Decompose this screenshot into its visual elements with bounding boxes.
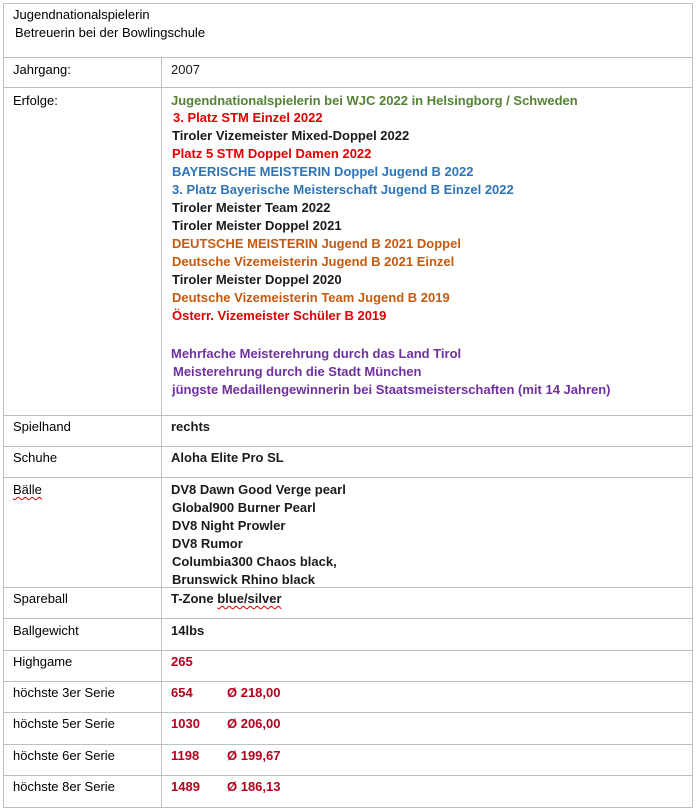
row-divider xyxy=(3,775,693,776)
erfolge-item: Tiroler Meister Doppel 2021 xyxy=(172,218,342,233)
serie-total: 654 xyxy=(171,685,193,700)
row-divider xyxy=(3,87,693,88)
erfolge-item: Deutsche Vizemeisterin Team Jugend B 2019 xyxy=(172,290,450,305)
serie-average: Ø 218,00 xyxy=(227,685,281,700)
serie-label: höchste 6er Serie xyxy=(13,748,115,763)
row-divider xyxy=(3,587,693,588)
honor-item: jüngste Medaillengewinnerin bei Staatsmeisterschaften (mit 14 Jahren) xyxy=(172,382,611,397)
schuhe-value: Aloha Elite Pro SL xyxy=(171,450,284,465)
erfolge-item: 3. Platz Bayerische Meisterschaft Jugend B Einzel 2022 xyxy=(172,182,514,197)
erfolge-item: Jugendnationalspielerin bei WJC 2022 in Helsingborg / Schweden xyxy=(171,93,578,108)
ball-item: Global900 Burner Pearl xyxy=(172,500,316,515)
baelle-label: Bälle xyxy=(13,482,42,497)
serie-total: 1030 xyxy=(171,716,200,731)
spareball-value xyxy=(171,590,282,608)
ball-item: DV8 Dawn Good Verge pearl xyxy=(171,482,346,497)
column-divider xyxy=(161,57,162,808)
header-subtitle: Betreuerin bei der Bowlingschule xyxy=(15,25,206,40)
erfolge-label: Erfolge: xyxy=(13,93,58,108)
serie-average: Ø 206,00 xyxy=(227,716,281,731)
spareball-brand: T-Zone xyxy=(171,591,218,606)
header-title: Jugendnationalspielerin xyxy=(13,7,150,22)
row-divider xyxy=(3,744,693,745)
serie-label: höchste 3er Serie xyxy=(13,685,115,700)
spielhand-value: rechts xyxy=(171,419,211,434)
erfolge-item: Tiroler Meister Doppel 2020 xyxy=(172,272,342,287)
serie-total: 1198 xyxy=(171,748,200,763)
erfolge-item: Tiroler Meister Team 2022 xyxy=(172,200,331,215)
row-divider xyxy=(3,681,693,682)
row-divider xyxy=(3,446,693,447)
row-divider xyxy=(3,618,693,619)
erfolge-item: Deutsche Vizemeisterin Jugend B 2021 Einzel xyxy=(172,254,455,269)
jahrgang-value: 2007 xyxy=(171,62,200,77)
serie-label: höchste 5er Serie xyxy=(13,716,115,731)
row-divider xyxy=(3,477,693,478)
ballgewicht-value: 14lbs xyxy=(171,623,205,638)
serie-average: Ø 199,67 xyxy=(227,748,281,763)
row-divider xyxy=(3,650,693,651)
spielhand-label: Spielhand xyxy=(13,419,71,434)
ball-item: Brunswick Rhino black xyxy=(172,572,316,587)
spareball-label: Spareball xyxy=(13,591,68,606)
ball-item: DV8 Rumor xyxy=(172,536,243,551)
erfolge-item: Platz 5 STM Doppel Damen 2022 xyxy=(172,146,372,161)
schuhe-label: Schuhe xyxy=(13,450,58,465)
honor-item: Mehrfache Meisterehrung durch das Land Tirol xyxy=(171,346,462,361)
highgame-label: Highgame xyxy=(13,654,73,669)
honor-item: Meisterehrung durch die Stadt München xyxy=(173,364,422,379)
erfolge-item: 3. Platz STM Einzel 2022 xyxy=(173,110,323,125)
erfolge-item: BAYERISCHE MEISTERIN Doppel Jugend B 2022 xyxy=(172,164,474,179)
row-divider xyxy=(3,57,693,58)
ballgewicht-label: Ballgewicht xyxy=(13,623,79,638)
spareball-color: blue/silver xyxy=(217,591,282,606)
erfolge-item: Tiroler Vizemeister Mixed-Doppel 2022 xyxy=(172,128,410,143)
serie-average: Ø 186,13 xyxy=(227,779,281,794)
serie-total: 1489 xyxy=(171,779,200,794)
erfolge-item: DEUTSCHE MEISTERIN Jugend B 2021 Doppel xyxy=(172,236,461,251)
ball-item: Columbia300 Chaos black, xyxy=(172,554,337,569)
row-divider xyxy=(3,712,693,713)
jahrgang-label: Jahrgang: xyxy=(13,62,71,77)
row-divider xyxy=(3,415,693,416)
highgame-value: 265 xyxy=(171,654,193,669)
serie-label: höchste 8er Serie xyxy=(13,779,115,794)
ball-item: DV8 Night Prowler xyxy=(172,518,286,533)
erfolge-item: Österr. Vizemeister Schüler B 2019 xyxy=(172,308,387,323)
